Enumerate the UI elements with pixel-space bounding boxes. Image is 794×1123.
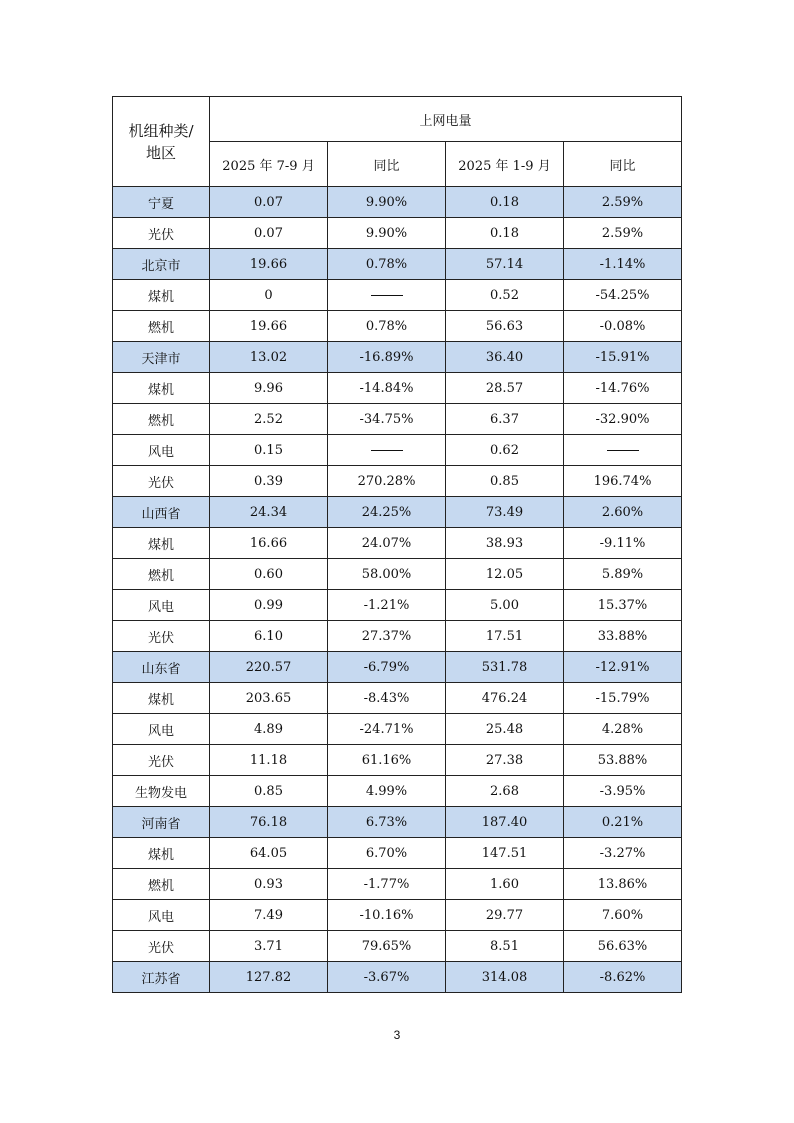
region-name-cell: 北京市: [113, 249, 210, 280]
ytd-value-cell: 0.18: [446, 187, 564, 218]
ytd-yoy-value-cell: -15.79%: [564, 683, 682, 714]
ytd-value-cell: 531.78: [446, 652, 564, 683]
region-name-cell: 山西省: [113, 497, 210, 528]
table-row: [113, 466, 682, 497]
table-row: [113, 528, 682, 559]
region-row: [113, 187, 682, 218]
q3-yoy-value-cell: -6.79%: [328, 652, 446, 683]
q3-value-cell: 2.52: [210, 404, 328, 435]
q3-value-cell: 19.66: [210, 311, 328, 342]
ytd-yoy-value-cell: 15.37%: [564, 590, 682, 621]
q3-yoy-value-cell: 79.65%: [328, 931, 446, 962]
ytd-yoy-value-cell: -0.08%: [564, 311, 682, 342]
q3-value-cell: 24.34: [210, 497, 328, 528]
ytd-yoy-value-cell: 2.59%: [564, 218, 682, 249]
ytd-value-cell: 476.24: [446, 683, 564, 714]
table-row: [113, 435, 682, 466]
q3-value-cell: 76.18: [210, 807, 328, 838]
q3-value-cell: 0.07: [210, 218, 328, 249]
column-header-ytd: 2025 年 1-9 月: [446, 142, 564, 187]
ytd-yoy-value-cell: -32.90%: [564, 404, 682, 435]
q3-value-cell: 7.49: [210, 900, 328, 931]
q3-yoy-value-cell: -34.75%: [328, 404, 446, 435]
unit-type-cell: 煤机: [113, 280, 210, 311]
table-row: [113, 869, 682, 900]
unit-type-cell: 风电: [113, 900, 210, 931]
q3-value-cell: 11.18: [210, 745, 328, 776]
q3-yoy-value-cell: 24.25%: [328, 497, 446, 528]
q3-value-cell: 3.71: [210, 931, 328, 962]
ytd-yoy-value-cell: [564, 435, 682, 466]
power-generation-table: [112, 96, 682, 993]
q3-yoy-value-cell: 0.78%: [328, 311, 446, 342]
corner-label-line2: 地区: [145, 143, 176, 162]
group-header: 上网电量: [210, 97, 682, 142]
table-row: [113, 590, 682, 621]
ytd-value-cell: 0.62: [446, 435, 564, 466]
q3-yoy-value-cell: 24.07%: [328, 528, 446, 559]
q3-yoy-value-cell: -24.71%: [328, 714, 446, 745]
q3-yoy-value-cell: 0.78%: [328, 249, 446, 280]
unit-type-cell: 煤机: [113, 373, 210, 404]
ytd-yoy-value-cell: -54.25%: [564, 280, 682, 311]
ytd-value-cell: 38.93: [446, 528, 564, 559]
dash-mark: [607, 450, 639, 451]
q3-value-cell: 0.85: [210, 776, 328, 807]
unit-type-cell: 风电: [113, 435, 210, 466]
unit-type-cell: 燃机: [113, 559, 210, 590]
ytd-yoy-value-cell: -3.95%: [564, 776, 682, 807]
q3-value-cell: 0.39: [210, 466, 328, 497]
column-header-ytd-yoy: 同比: [564, 142, 682, 187]
unit-type-cell: 燃机: [113, 311, 210, 342]
q3-yoy-value-cell: -10.16%: [328, 900, 446, 931]
region-name-cell: 山东省: [113, 652, 210, 683]
q3-value-cell: 127.82: [210, 962, 328, 993]
q3-yoy-value-cell: 6.70%: [328, 838, 446, 869]
q3-yoy-value-cell: 9.90%: [328, 218, 446, 249]
q3-value-cell: 0.07: [210, 187, 328, 218]
q3-value-cell: 220.57: [210, 652, 328, 683]
region-name-cell: 河南省: [113, 807, 210, 838]
ytd-yoy-value-cell: -3.27%: [564, 838, 682, 869]
ytd-yoy-value-cell: 4.28%: [564, 714, 682, 745]
table-row: [113, 311, 682, 342]
unit-type-cell: 煤机: [113, 838, 210, 869]
ytd-value-cell: 1.60: [446, 869, 564, 900]
ytd-value-cell: 187.40: [446, 807, 564, 838]
ytd-value-cell: 12.05: [446, 559, 564, 590]
ytd-yoy-value-cell: -8.62%: [564, 962, 682, 993]
region-row: [113, 342, 682, 373]
region-row: [113, 249, 682, 280]
unit-type-cell: 光伏: [113, 745, 210, 776]
q3-yoy-value-cell: 27.37%: [328, 621, 446, 652]
ytd-yoy-value-cell: 56.63%: [564, 931, 682, 962]
unit-type-cell: 光伏: [113, 621, 210, 652]
table-body: [113, 187, 682, 993]
unit-type-cell: 燃机: [113, 404, 210, 435]
unit-type-cell: 风电: [113, 590, 210, 621]
q3-yoy-value-cell: 4.99%: [328, 776, 446, 807]
ytd-yoy-value-cell: 53.88%: [564, 745, 682, 776]
table-row: [113, 559, 682, 590]
q3-yoy-value-cell: 61.16%: [328, 745, 446, 776]
ytd-value-cell: 314.08: [446, 962, 564, 993]
q3-value-cell: 64.05: [210, 838, 328, 869]
ytd-value-cell: 28.57: [446, 373, 564, 404]
ytd-value-cell: 0.18: [446, 218, 564, 249]
ytd-value-cell: 5.00: [446, 590, 564, 621]
dash-mark: [371, 295, 403, 296]
table-row: [113, 404, 682, 435]
ytd-yoy-value-cell: 196.74%: [564, 466, 682, 497]
ytd-value-cell: 25.48: [446, 714, 564, 745]
table-row: [113, 714, 682, 745]
table-row: [113, 900, 682, 931]
ytd-value-cell: 36.40: [446, 342, 564, 373]
unit-type-cell: 煤机: [113, 683, 210, 714]
q3-value-cell: 13.02: [210, 342, 328, 373]
q3-value-cell: 19.66: [210, 249, 328, 280]
ytd-value-cell: 0.52: [446, 280, 564, 311]
region-row: [113, 962, 682, 993]
q3-yoy-value-cell: -3.67%: [328, 962, 446, 993]
q3-value-cell: 4.89: [210, 714, 328, 745]
table-row: [113, 280, 682, 311]
q3-yoy-value-cell: 58.00%: [328, 559, 446, 590]
ytd-yoy-value-cell: -12.91%: [564, 652, 682, 683]
ytd-yoy-value-cell: 7.60%: [564, 900, 682, 931]
ytd-yoy-value-cell: -15.91%: [564, 342, 682, 373]
column-header-q3: 2025 年 7-9 月: [210, 142, 328, 187]
q3-yoy-value-cell: -8.43%: [328, 683, 446, 714]
ytd-yoy-value-cell: 33.88%: [564, 621, 682, 652]
q3-yoy-value-cell: [328, 435, 446, 466]
ytd-value-cell: 2.68: [446, 776, 564, 807]
region-row: [113, 807, 682, 838]
q3-value-cell: 0.15: [210, 435, 328, 466]
unit-type-cell: 光伏: [113, 218, 210, 249]
q3-yoy-value-cell: 6.73%: [328, 807, 446, 838]
unit-type-cell: 煤机: [113, 528, 210, 559]
unit-type-cell: 燃机: [113, 869, 210, 900]
ytd-yoy-value-cell: 2.59%: [564, 187, 682, 218]
ytd-yoy-value-cell: -9.11%: [564, 528, 682, 559]
ytd-yoy-value-cell: 5.89%: [564, 559, 682, 590]
unit-type-cell: 光伏: [113, 931, 210, 962]
q3-value-cell: 6.10: [210, 621, 328, 652]
ytd-value-cell: 0.85: [446, 466, 564, 497]
q3-yoy-value-cell: -1.77%: [328, 869, 446, 900]
table-row: [113, 838, 682, 869]
ytd-value-cell: 73.49: [446, 497, 564, 528]
region-row: [113, 497, 682, 528]
table-row: [113, 745, 682, 776]
ytd-value-cell: 56.63: [446, 311, 564, 342]
unit-type-cell: 光伏: [113, 466, 210, 497]
unit-type-cell: 风电: [113, 714, 210, 745]
q3-value-cell: 9.96: [210, 373, 328, 404]
q3-yoy-value-cell: [328, 280, 446, 311]
page-number: 3: [393, 1028, 401, 1042]
q3-value-cell: 0.99: [210, 590, 328, 621]
ytd-value-cell: 27.38: [446, 745, 564, 776]
corner-header: [113, 97, 210, 187]
q3-yoy-value-cell: 9.90%: [328, 187, 446, 218]
ytd-value-cell: 29.77: [446, 900, 564, 931]
q3-value-cell: 0.93: [210, 869, 328, 900]
q3-yoy-value-cell: 270.28%: [328, 466, 446, 497]
q3-yoy-value-cell: -1.21%: [328, 590, 446, 621]
q3-yoy-value-cell: -14.84%: [328, 373, 446, 404]
table-row: [113, 373, 682, 404]
unit-type-cell: 生物发电: [113, 776, 210, 807]
ytd-value-cell: 8.51: [446, 931, 564, 962]
table-row: [113, 931, 682, 962]
region-name-cell: 宁夏: [113, 187, 210, 218]
ytd-value-cell: 147.51: [446, 838, 564, 869]
q3-value-cell: 0: [210, 280, 328, 311]
table-row: [113, 683, 682, 714]
dash-mark: [371, 450, 403, 451]
q3-value-cell: 0.60: [210, 559, 328, 590]
ytd-value-cell: 57.14: [446, 249, 564, 280]
region-name-cell: 天津市: [113, 342, 210, 373]
region-name-cell: 江苏省: [113, 962, 210, 993]
ytd-yoy-value-cell: 0.21%: [564, 807, 682, 838]
q3-value-cell: 203.65: [210, 683, 328, 714]
table-row: [113, 621, 682, 652]
column-header-q3-yoy: 同比: [328, 142, 446, 187]
ytd-yoy-value-cell: 2.60%: [564, 497, 682, 528]
table-row: [113, 218, 682, 249]
q3-value-cell: 16.66: [210, 528, 328, 559]
corner-label-line1: 机组种类/: [128, 121, 194, 140]
region-row: [113, 652, 682, 683]
ytd-value-cell: 17.51: [446, 621, 564, 652]
ytd-yoy-value-cell: 13.86%: [564, 869, 682, 900]
table-row: [113, 776, 682, 807]
ytd-yoy-value-cell: -14.76%: [564, 373, 682, 404]
q3-yoy-value-cell: -16.89%: [328, 342, 446, 373]
ytd-value-cell: 6.37: [446, 404, 564, 435]
ytd-yoy-value-cell: -1.14%: [564, 249, 682, 280]
